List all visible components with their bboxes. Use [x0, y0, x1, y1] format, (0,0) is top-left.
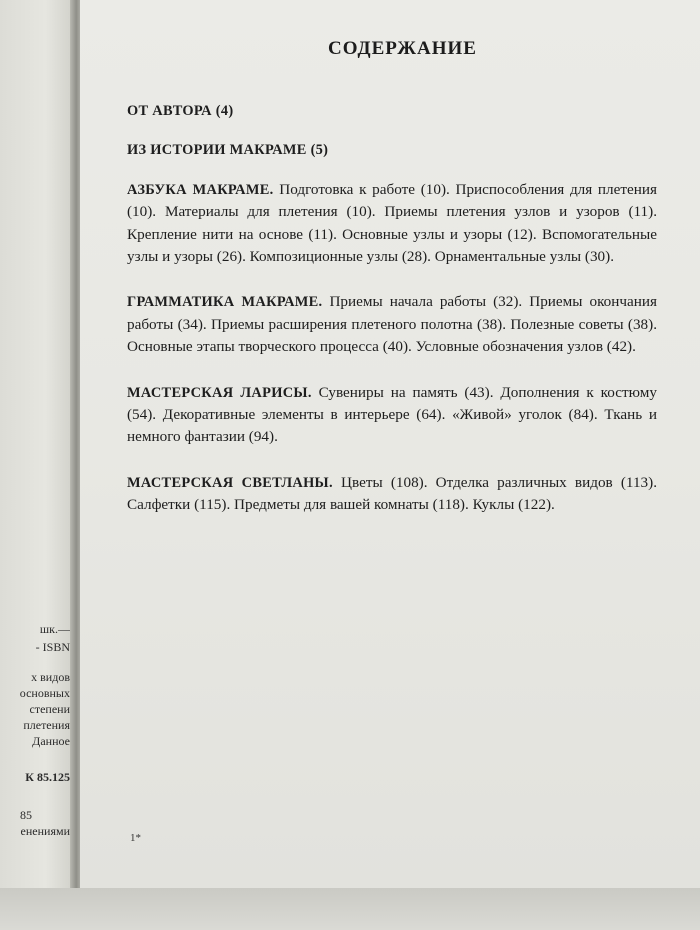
- contents-entry: [127, 291, 657, 358]
- left-fragment: плетения: [23, 718, 70, 732]
- left-fragment: К 85.125: [25, 770, 70, 784]
- contents-list: [127, 100, 657, 540]
- contents-entry: [127, 382, 657, 449]
- entry-body: Цветы (108). Отделка различных видов (113). Салфетки (115). Предметы для вашей комнаты (118). Куклы (122).: [127, 473, 657, 514]
- contents-entry: [127, 139, 657, 161]
- contents-entry: [127, 472, 657, 517]
- left-fragment: основных: [19, 686, 70, 700]
- left-fragment: шк.—: [39, 622, 70, 636]
- contents-entry: [127, 179, 657, 269]
- entry-heading: ИЗ ИСТОРИИ МАКРАМЕ (5): [127, 142, 329, 159]
- left-fragment: енениями: [20, 824, 70, 838]
- left-fragment: степени: [29, 702, 70, 716]
- entry-body: Подготовка к работе (10). Приспособления для плетения (10). Материалы для плетения (10). Приемы плетения узлов и узоров (11). Крепление нити на основе (11). Основные узлы и узоры (12). Вспомогательные узлы и узоры (26). Композиционные узлы (28). Орнаментальные узлы (30).: [127, 180, 657, 266]
- signature-mark: 1*: [130, 832, 141, 844]
- entry-body: Приемы начала работы (32). Приемы окончания работы (34). Приемы расширения плетеного полотна (38). Полезные советы (38). Основные этапы творческого процесса (40). Условные обозначения узлов (42).: [127, 293, 658, 356]
- left-fragment: х видов: [31, 670, 70, 684]
- entry-body: Сувениры на память (43). Дополнения к костюму (54). Декоративные элементы в интерьере (64). «Живой» уголок (84). Ткань и немного фантазии (94).: [127, 383, 657, 446]
- entry-heading: ОТ АВТОРА (4): [127, 103, 234, 119]
- left-fragment: Данное: [32, 734, 70, 748]
- left-facing-page: [0, 0, 76, 930]
- left-fragment: 85: [20, 808, 32, 822]
- contents-entry: [127, 100, 657, 122]
- table-surface: [0, 888, 700, 930]
- left-fragment: - ISBN: [35, 640, 70, 654]
- page-title: СОДЕРЖАНИЕ: [328, 38, 477, 59]
- entry-heading: АЗБУКА МАКРАМЕ.: [127, 181, 274, 198]
- entry-heading: ГРАММАТИКА МАКРАМЕ.: [127, 294, 323, 311]
- entry-heading: МАСТЕРСКАЯ ЛАРИСЫ.: [127, 384, 312, 401]
- contents-page: [80, 0, 700, 890]
- entry-heading: МАСТЕРСКАЯ СВЕТЛАНЫ.: [127, 474, 333, 491]
